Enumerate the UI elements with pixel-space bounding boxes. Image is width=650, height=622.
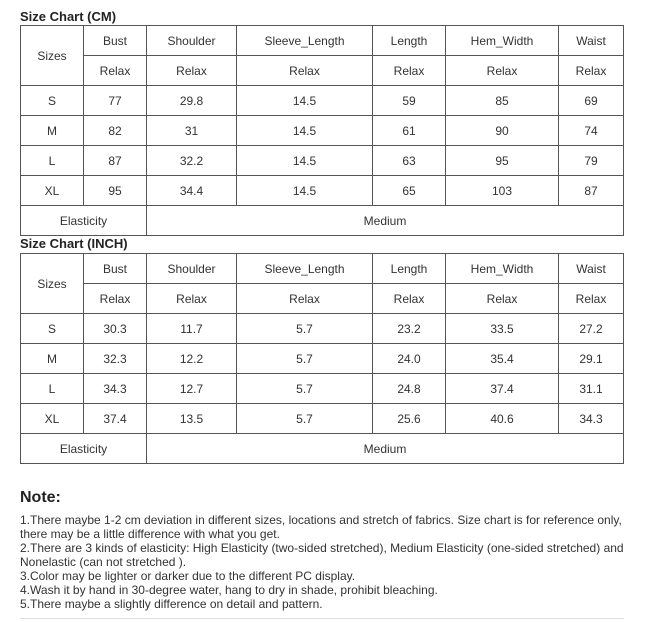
value-cell: 29.1 [559, 344, 624, 374]
table-row [21, 176, 624, 206]
note-line: 4.Wash it by hand in 30-degree water, hang to dry in shade, prohibit bleaching. [20, 583, 438, 597]
fit-row [21, 56, 624, 86]
size-cell: L [21, 146, 84, 176]
size-cell: L [21, 374, 84, 404]
value-cell: 65 [373, 176, 446, 206]
value-cell: 103 [446, 176, 559, 206]
value-cell: 34.3 [559, 404, 624, 434]
value-cell: 13.5 [147, 404, 237, 434]
column-header: Sleeve_Length [237, 26, 373, 56]
size-cell: S [21, 314, 84, 344]
fit-cell: Relax [237, 284, 373, 314]
table-row [21, 314, 624, 344]
column-header: Length [373, 254, 446, 284]
size-cell: M [21, 344, 84, 374]
column-header: Bust [84, 26, 147, 56]
bottom-divider [20, 618, 624, 619]
value-cell: 82 [84, 116, 147, 146]
sizes-header: Sizes [21, 26, 84, 86]
size-chart-inch-title: Size Chart (INCH) [20, 236, 128, 251]
fit-cell: Relax [84, 56, 147, 86]
value-cell: 37.4 [84, 404, 147, 434]
value-cell: 90 [446, 116, 559, 146]
value-cell: 35.4 [446, 344, 559, 374]
size-chart-cm-title: Size Chart (CM) [20, 9, 117, 24]
value-cell: 31.1 [559, 374, 624, 404]
elasticity-row [21, 434, 624, 464]
elasticity-label: Elasticity [21, 434, 147, 464]
value-cell: 95 [446, 146, 559, 176]
value-cell: 23.2 [373, 314, 446, 344]
value-cell: 5.7 [237, 404, 373, 434]
fit-row [21, 284, 624, 314]
column-header: Waist [559, 254, 624, 284]
fit-cell: Relax [147, 284, 237, 314]
value-cell: 95 [84, 176, 147, 206]
fit-cell: Relax [446, 284, 559, 314]
value-cell: 29.8 [147, 86, 237, 116]
value-cell: 14.5 [237, 146, 373, 176]
value-cell: 63 [373, 146, 446, 176]
fit-cell: Relax [147, 56, 237, 86]
value-cell: 32.2 [147, 146, 237, 176]
fit-cell: Relax [373, 56, 446, 86]
value-cell: 25.6 [373, 404, 446, 434]
column-header: Bust [84, 254, 147, 284]
elasticity-value: Medium [147, 434, 624, 464]
value-cell: 85 [446, 86, 559, 116]
size-cell: M [21, 116, 84, 146]
fit-cell: Relax [373, 284, 446, 314]
table-row [21, 404, 624, 434]
column-header: Length [373, 26, 446, 56]
value-cell: 27.2 [559, 314, 624, 344]
sizes-header: Sizes [21, 254, 84, 314]
elasticity-row [21, 206, 624, 236]
column-header: Hem_Width [446, 254, 559, 284]
value-cell: 14.5 [237, 86, 373, 116]
value-cell: 24.0 [373, 344, 446, 374]
header-row [21, 254, 624, 284]
value-cell: 12.7 [147, 374, 237, 404]
value-cell: 59 [373, 86, 446, 116]
column-header: Sleeve_Length [237, 254, 373, 284]
value-cell: 31 [147, 116, 237, 146]
value-cell: 34.3 [84, 374, 147, 404]
fit-cell: Relax [84, 284, 147, 314]
value-cell: 5.7 [237, 374, 373, 404]
header-row [21, 26, 624, 56]
note-line: 1.There maybe 1-2 cm deviation in different sizes, locations and stretch of fabrics. Size chart is for reference only, there may be a little difference with what you get. [20, 513, 622, 541]
value-cell: 77 [84, 86, 147, 116]
column-header: Waist [559, 26, 624, 56]
value-cell: 24.8 [373, 374, 446, 404]
value-cell: 40.6 [446, 404, 559, 434]
value-cell: 33.5 [446, 314, 559, 344]
note-body [20, 513, 630, 611]
value-cell: 79 [559, 146, 624, 176]
value-cell: 11.7 [147, 314, 237, 344]
elasticity-value: Medium [147, 206, 624, 236]
size-chart-inch-table [20, 253, 624, 464]
value-cell: 30.3 [84, 314, 147, 344]
table-row [21, 344, 624, 374]
value-cell: 74 [559, 116, 624, 146]
size-chart-cm-table [20, 25, 624, 236]
value-cell: 14.5 [237, 116, 373, 146]
value-cell: 87 [84, 146, 147, 176]
value-cell: 61 [373, 116, 446, 146]
table-row [21, 116, 624, 146]
fit-cell: Relax [559, 56, 624, 86]
note-line: 3.Color may be lighter or darker due to the different PC display. [20, 569, 356, 583]
value-cell: 34.4 [147, 176, 237, 206]
table-row [21, 86, 624, 116]
value-cell: 5.7 [237, 314, 373, 344]
value-cell: 32.3 [84, 344, 147, 374]
column-header: Shoulder [147, 26, 237, 56]
value-cell: 37.4 [446, 374, 559, 404]
value-cell: 14.5 [237, 176, 373, 206]
table-row [21, 146, 624, 176]
elasticity-label: Elasticity [21, 206, 147, 236]
value-cell: 69 [559, 86, 624, 116]
fit-cell: Relax [237, 56, 373, 86]
column-header: Shoulder [147, 254, 237, 284]
fit-cell: Relax [559, 284, 624, 314]
note-line: 2.There are 3 kinds of elasticity: High Elasticity (two-sided stretched), Medium Elasticity (one-sided stretched) and Nonelastic (can not stretched ). [20, 541, 624, 569]
value-cell: 12.2 [147, 344, 237, 374]
note-title: Note: [20, 489, 61, 506]
column-header: Hem_Width [446, 26, 559, 56]
size-cell: XL [21, 176, 84, 206]
size-cell: S [21, 86, 84, 116]
value-cell: 5.7 [237, 344, 373, 374]
size-cell: XL [21, 404, 84, 434]
note-line: 5.There maybe a slightly difference on detail and pattern. [20, 597, 323, 611]
fit-cell: Relax [446, 56, 559, 86]
table-row [21, 374, 624, 404]
value-cell: 87 [559, 176, 624, 206]
